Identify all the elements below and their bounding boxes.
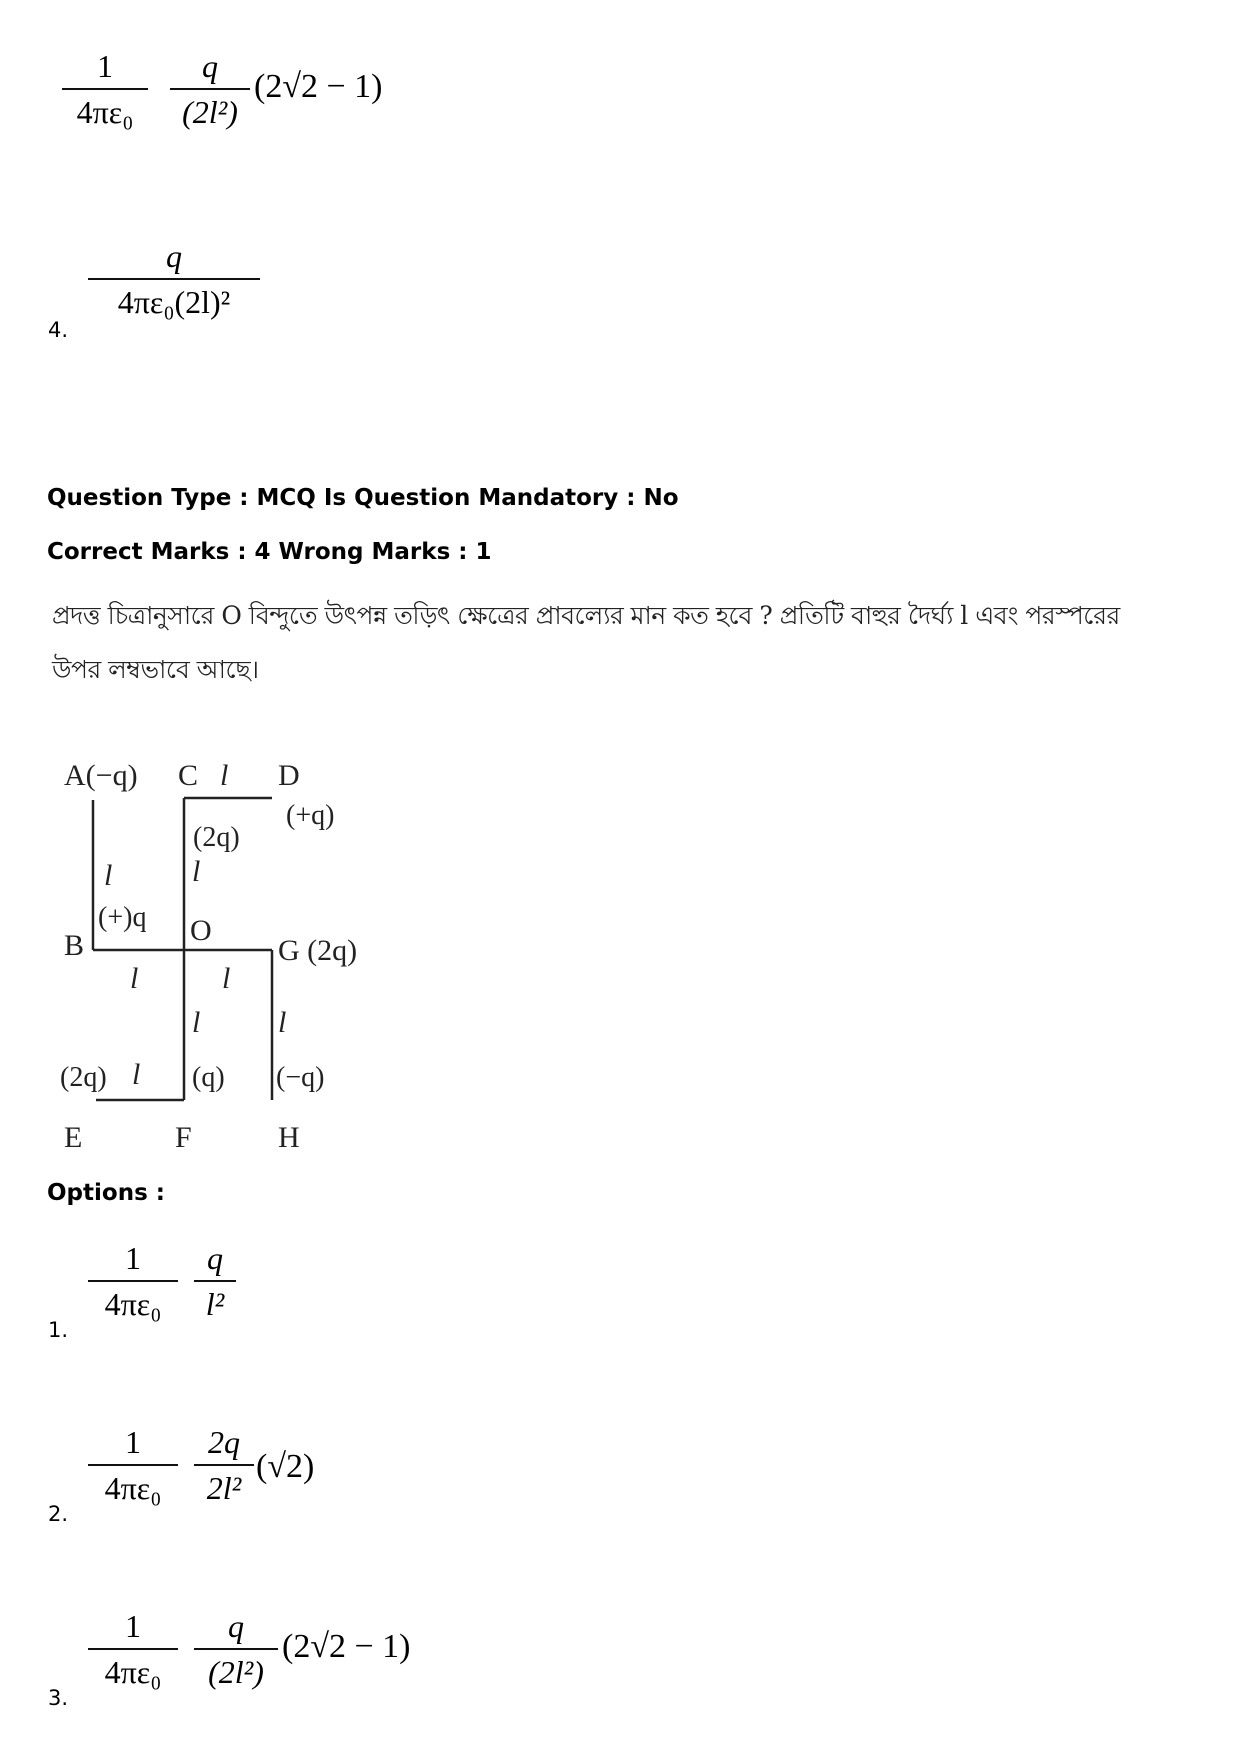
label-co-length: l <box>192 855 201 888</box>
label-f-charge: (q) <box>192 1062 225 1093</box>
option-label: 2. <box>48 1502 69 1526</box>
label-cd-length: l <box>220 759 229 792</box>
diagram-labels <box>60 759 357 1154</box>
label-bo-length: l <box>130 962 139 995</box>
label-e-charge: (2q) <box>60 1062 107 1093</box>
label-d-charge: (+q) <box>286 800 335 831</box>
label-a: A(−q) <box>64 759 138 792</box>
label-h-charge: (−q) <box>276 1062 325 1093</box>
formula-tail: (2√2 − 1) <box>282 1628 411 1665</box>
label-f: F <box>175 1121 192 1154</box>
coef-fraction: 1 4πε₀ <box>88 1424 178 1506</box>
question-type: Question Type : MCQ Is Question Mandatory : No <box>47 485 679 511</box>
question-text-line1: প্রদত্ত চিত্রানুসারে O বিন্দুতে উৎপন্ন তড়িৎ ক্ষেত্রের প্রাবল্যের মান কত হবে ? প্রতিটি বাহুর দৈর্ঘ্য l এবং পরস্পরের <box>52 601 1120 630</box>
label-d: D <box>278 759 300 792</box>
option-label: 1. <box>48 1318 69 1342</box>
formula-tail: (√2) <box>256 1448 315 1485</box>
label-b-charge: (+)q <box>98 902 147 933</box>
label-og-length: l <box>222 962 231 995</box>
option4-fraction: q 4πε₀(2l)² <box>88 238 260 320</box>
option-label: 3. <box>48 1686 69 1710</box>
label-of-length: l <box>192 1006 201 1039</box>
label-ab-length: l <box>104 859 113 892</box>
label-c-charge: (2q) <box>193 822 240 853</box>
option-label: 4. <box>48 318 69 342</box>
label-ef-length: l <box>132 1058 141 1091</box>
label-g: G (2q) <box>278 934 358 967</box>
charge-diagram <box>50 750 370 1160</box>
coef-fraction: 1 4πε₀ <box>88 1240 178 1322</box>
charge-fraction: 2q 2l² <box>194 1424 254 1506</box>
coef-fraction: 1 4πε₀ <box>88 1608 178 1690</box>
diagram-lines <box>93 798 272 1100</box>
label-c: C <box>178 759 199 792</box>
options-heading: Options : <box>47 1180 165 1206</box>
charge-fraction: q (2l²) <box>194 1608 278 1690</box>
charge-fraction: q (2l²) <box>170 48 250 130</box>
charge-fraction: q l² <box>194 1240 236 1322</box>
label-b: B <box>64 929 85 962</box>
question-text-line2: উপর লম্বভাবে আছে। <box>52 655 259 684</box>
label-gh-length: l <box>278 1006 287 1039</box>
label-h: H <box>278 1121 300 1154</box>
label-e: E <box>64 1121 83 1154</box>
label-o: O <box>190 914 212 947</box>
coef-fraction: 1 4πε₀ <box>62 48 148 130</box>
question-marks: Correct Marks : 4 Wrong Marks : 1 <box>47 539 492 565</box>
formula-tail: (2√2 − 1) <box>254 68 383 105</box>
